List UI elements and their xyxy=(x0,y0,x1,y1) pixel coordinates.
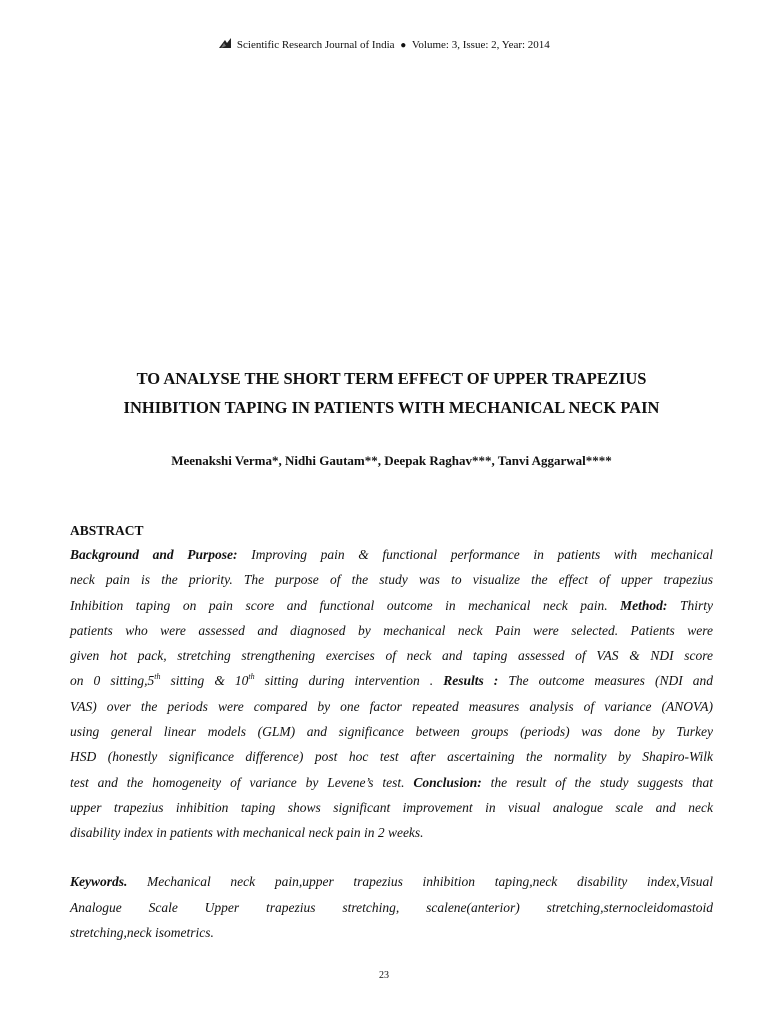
abstract-text: Improving pain & functional performance in patients with mechanical xyxy=(237,547,714,562)
issue-info: Volume: 3, Issue: 2, Year: 2014 xyxy=(411,39,550,51)
keywords-line: Analogue Scale Upper trapezius stretching, scalene(anterior) stretching,sternocleidomastoid xyxy=(70,899,713,915)
abstract-text: Inhibition taping on pain score and functional outcome in mechanical neck pain. xyxy=(70,597,621,613)
page-number: 23 xyxy=(379,970,389,981)
abstract-text: sitting & 10 xyxy=(160,673,249,689)
paper-title xyxy=(70,364,713,422)
abstract-body xyxy=(70,542,713,846)
abstract-line: given hot pack, stretching strengthening exercises of neck and taping assessed of VAS & NDI score xyxy=(70,648,713,664)
abstract-heading: ABSTRACT xyxy=(70,523,144,538)
keywords-label: Keywords. xyxy=(70,874,128,889)
abstract-line: patients who were assessed and diagnosed by mechanical neck Pain were selected. Patients were xyxy=(70,622,713,638)
journal-logo-icon xyxy=(218,37,232,49)
abstract-line xyxy=(70,668,713,693)
keywords-line: stretching,neck isometrics. xyxy=(70,925,214,940)
abstract-text: Thirty xyxy=(667,597,713,613)
abstract-line xyxy=(70,770,713,795)
results-label: Results : xyxy=(443,673,499,689)
abstract-line: VAS) over the periods were compared by one factor repeated measures analysis of variance (ANOVA) xyxy=(70,698,713,714)
abstract-text: sitting during intervention . xyxy=(254,673,444,689)
authors: Meenakshi Verma*, Nidhi Gautam**, Deepak Raghav***, Tanvi Aggarwal**** xyxy=(171,453,612,468)
keywords xyxy=(70,869,713,946)
keywords-line xyxy=(70,869,713,895)
abstract-line: disability index in patients with mechanical neck pain in 2 weeks. xyxy=(70,825,424,841)
method-label: Method: xyxy=(620,597,668,613)
abstract-text: on 0 sitting,5 xyxy=(70,673,155,689)
abstract-line: HSD (honestly significance difference) post hoc test after ascertaining the normality by Shapiro-Wilk xyxy=(70,749,713,765)
superscript: th xyxy=(154,672,161,682)
abstract-line: using general linear models (GLM) and significance between groups (periods) was done by Turkey xyxy=(70,724,713,740)
abstract-text: test and the homogeneity of variance by Levene’s test. xyxy=(70,774,414,790)
running-header xyxy=(0,37,768,53)
abstract-line xyxy=(70,542,713,567)
keywords-text: Mechanical neck pain,upper trapezius inhibition taping,neck disability index,Visual xyxy=(127,874,713,889)
abstract-line: neck pain is the priority. The purpose of the study was to visualize the effect of upper trapezius xyxy=(70,572,713,588)
abstract-text: the result of the study suggests that xyxy=(481,774,713,790)
header-bullet: ● xyxy=(400,40,407,51)
background-label: Background and Purpose: xyxy=(70,547,238,562)
abstract-line: upper trapezius inhibition taping shows significant improvement in visual analogue scale and neck xyxy=(70,799,713,815)
title-line-1: TO ANALYSE THE SHORT TERM EFFECT OF UPPER TRAPEZIUS xyxy=(136,369,647,388)
superscript: th xyxy=(248,672,255,682)
journal-name: Scientific Research Journal of India xyxy=(236,39,395,51)
abstract-line xyxy=(70,593,713,618)
abstract-text: The outcome measures (NDI and xyxy=(498,673,713,689)
title-line-2: INHIBITION TAPING IN PATIENTS WITH MECHANICAL NECK PAIN xyxy=(123,398,660,417)
conclusion-label: Conclusion: xyxy=(413,774,482,790)
